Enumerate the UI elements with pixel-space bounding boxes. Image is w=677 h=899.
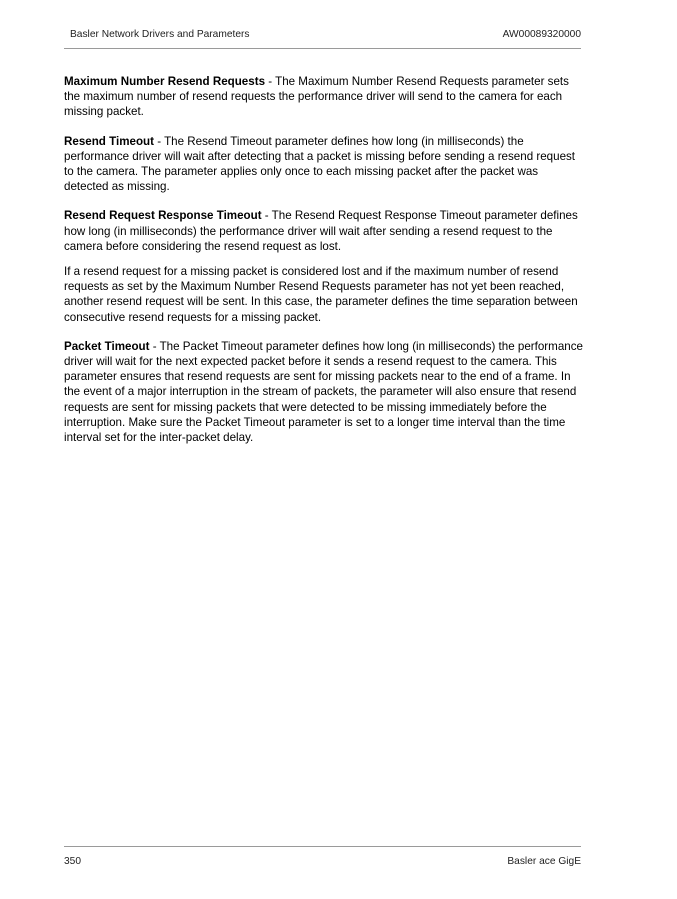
term-resend-timeout: Resend Timeout [64,134,154,148]
page-header [64,29,581,43]
document-body [64,74,584,459]
header-doc-number: AW00089320000 [502,29,581,40]
term-packet-timeout: Packet Timeout [64,339,150,353]
header-divider [64,48,581,49]
page-number: 350 [64,856,81,867]
paragraph-max-resend-requests [64,74,584,120]
term-max-resend-requests: Maximum Number Resend Requests [64,75,266,88]
paragraph-resend-timeout [64,134,584,195]
footer-product: Basler ace GigE [507,856,581,867]
header-title: Basler Network Drivers and Parameters [70,29,250,40]
paragraph-resend-request-response-timeout [64,208,584,254]
term-resend-request-response-timeout: Resend Request Response Timeout [64,209,262,223]
paragraph-packet-timeout [64,339,584,445]
paragraph-text: - The Resend Timeout parameter defines how long (in milliseconds) the performance driver will wait after detecting that a packet is missing before sending a resend request to the camera. The parameter applies only once to each missing packet after the packet was detected as missing. [64,134,576,194]
page-footer [64,856,581,870]
paragraph-lost-resend-request [64,264,584,325]
paragraph-text: - The Maximum Number Resend Requests parameter sets the maximum number of resend requests the performance driver will send to the camera for each missing packet. [64,75,569,119]
paragraph-text: If a resend request for a missing packet is considered lost and if the maximum number of resend requests as set by the Maximum Number Resend Requests parameter has not yet been reached, another resend request will be sent. In this case, the parameter defines the time separation between consecutive resend requests for a missing packet. [64,265,578,324]
footer-divider [64,846,581,847]
paragraph-text: - The Resend Request Response Timeout parameter defines how long (in milliseconds) the performance driver will wait after sending a resend request to the camera before considering the resend request as lost. [64,209,578,253]
paragraph-text: - The Packet Timeout parameter defines how long (in milliseconds) the performance driver will wait for the next expected packet before it sends a resend request to the camera. This parameter ensures that resend requests are sent for missing packets near to the end of a frame. In the event of a major interruption in the stream of packets, the parameter will also ensure that resend requests are sent for missing packets that were detected to be missing immediately before the interruption. Make sure the Packet Timeout parameter is set to a longer time interval than the time interval set for the inter-packet delay. [64,339,583,445]
